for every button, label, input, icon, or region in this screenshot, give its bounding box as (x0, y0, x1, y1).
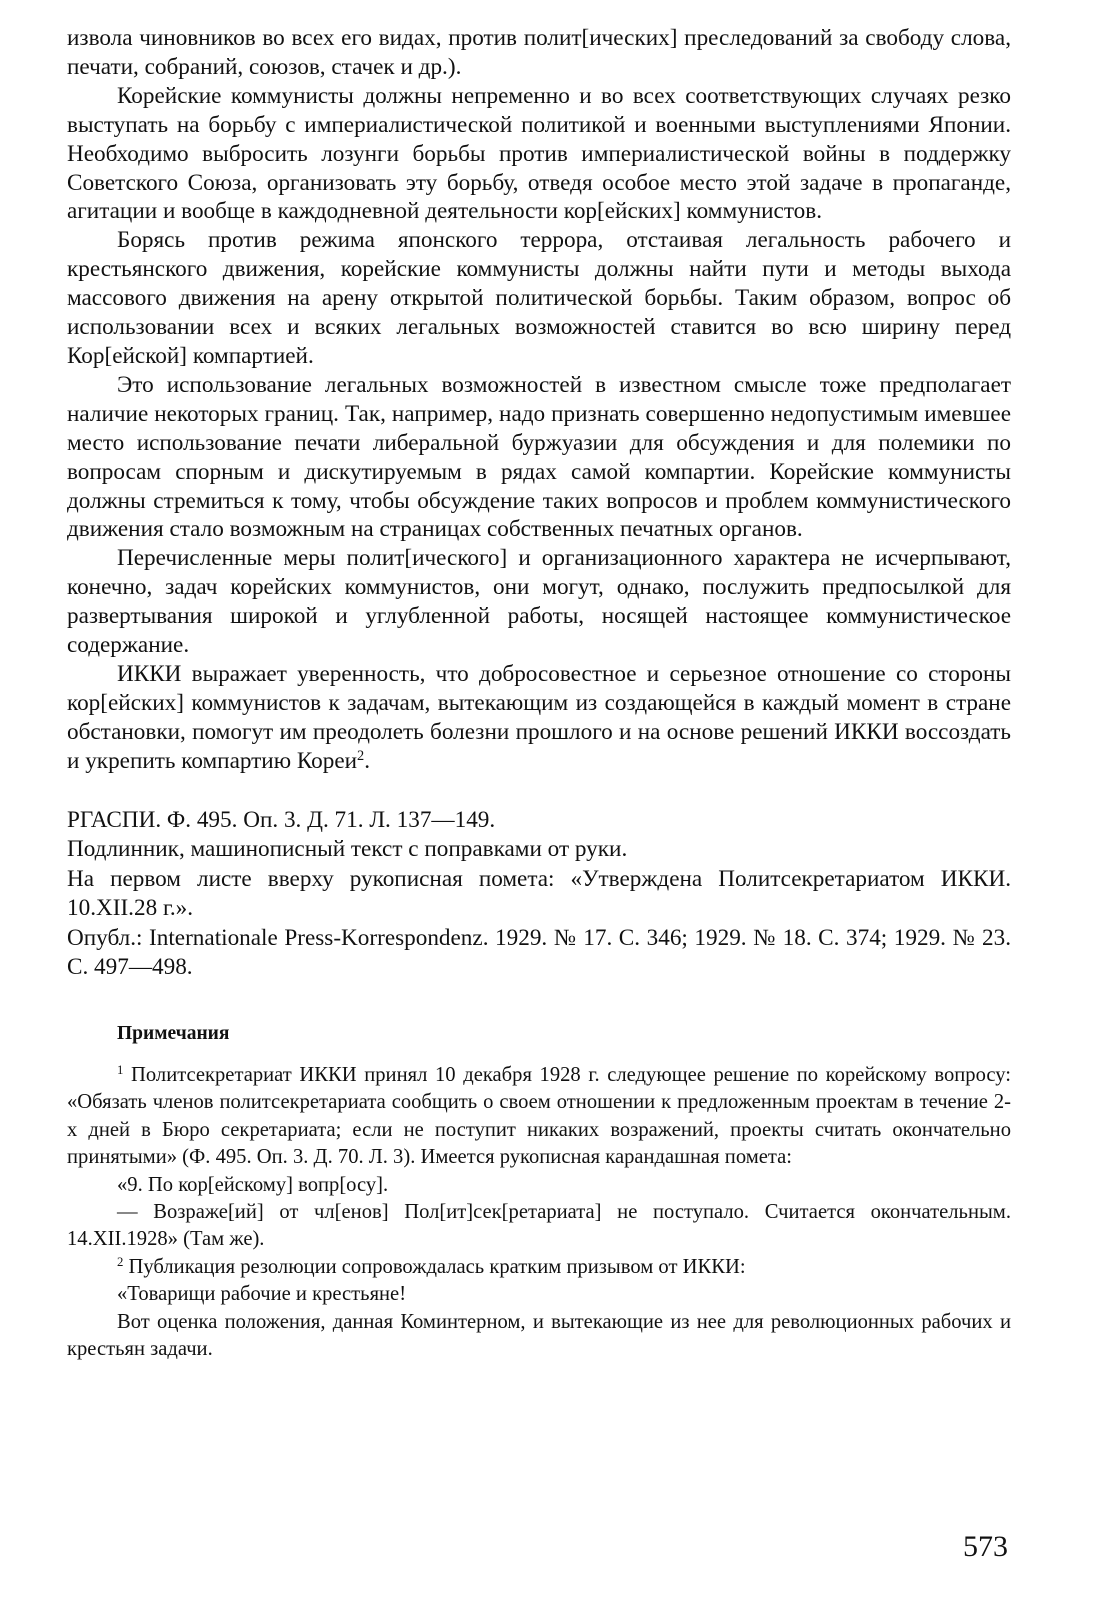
note-2-number: 2 (117, 1254, 124, 1269)
note-2 (67, 1254, 1011, 1281)
paragraph-6-tail: . (364, 747, 371, 774)
notes-heading: Примечания (117, 1023, 230, 1044)
archive-line-note: На первом листе вверху рукописная помета: «Утверждена Политсекретариатом ИККИ. 10.XII.28 г.». (67, 866, 1011, 922)
note-2-quote-a: «Товарищи рабочие и крестьяне! (117, 1283, 407, 1306)
note-1-quote-a: «9. По кор[ейскому] вопр[осу]. (117, 1173, 389, 1196)
document-page (67, 24, 1011, 1363)
paragraph-6-text: ИККИ выражает уверенность, что добросовестное и серьезное отношение со стороны кор[ейских] коммунистов к задачам, вытекающим из создающейся в каждый момент в стране обстановки, помогут им преодолеть болезни прошлого и на основе решений ИККИ воссоздать и укрепить компартию Кореи (67, 660, 1011, 774)
note-1-text: Политсекретариат ИККИ принял 10 декабря 1928 г. следующее решение по корейскому вопросу: «Обязать членов политсекретариата сообщить о своем отношении к предложенным проектам в течение 2-х дней в Бюро секретариата; если не поступит никаких возражений, проекты считать окончательно принятыми» (Ф. 495. Оп. 3. Д. 70. Л. 3). Имеется рукописная карандашная помета: (67, 1064, 1011, 1169)
paragraph-5: Перечисленные меры полит[ического] и организационного характера не исчерпывают, конечно, задач корейских коммунистов, они могут, однако, послужить предпосылкой для развертывания широкой и углубленной работы, носящей настоящее коммунистическое содержание. (67, 545, 1011, 659)
paragraph-3: Борясь против режима японского террора, отстаивая легальность рабочего и крестьянского движения, корейские коммунисты должны найти пути и методы выхода массового движения на арену открытой политической борьбы. Таким образом, вопрос об использовании всех и всяких легальных возможностей ставится во всю ширину перед Кор[ейской] компартией. (67, 227, 1011, 369)
archive-line-source: РГАСПИ. Ф. 495. Оп. 3. Д. 71. Л. 137—149. (67, 806, 496, 833)
notes-section (67, 1062, 1011, 1363)
page-number: 573 (963, 1530, 1008, 1563)
archive-line-published: Опубл.: Internationale Press-Korrespondenz. 1929. № 17. С. 346; 1929. № 18. С. 374; 1929. № 23. С. 497—498. (67, 925, 1011, 981)
note-1 (67, 1062, 1011, 1172)
note-1-number: 1 (117, 1062, 124, 1077)
paragraph-1: извола чиновников во всех его видах, против полит[ических] преследований за свободу слова, печати, собраний, союзов, стачек и др.). (67, 25, 1011, 80)
note-2-quote-b: Вот оценка положения, данная Коминтерном, и вытекающие из нее для революционных рабочих и крестьян задачи. (67, 1310, 1011, 1361)
paragraph-6 (67, 660, 1011, 776)
note-1-quote-b: — Возраже[ий] от чл[енов] Пол[ит]сек[ретариата] не поступало. Считается окончательным. 14.XII.1928» (Там же). (67, 1201, 1011, 1251)
archive-reference (67, 806, 1011, 982)
archive-line-original: Подлинник, машинописный текст с поправками от руки. (67, 836, 628, 863)
note-2-text: Публикация резолюции сопровождалась кратким призывом от ИККИ: (123, 1255, 746, 1278)
main-text (67, 24, 1011, 776)
paragraph-2: Корейские коммунисты должны непременно и во всех соответствующих случаях резко выступать на борьбу с империалистической политикой и военными выступлениями Японии. Необходимо выбросить лозунги борьбы против империалистической войны в поддержку Советского Союза, организовать эту борьбу, отведя особое место этой задаче в пропаганде, агитации и вообще в каждодневной деятельности кор[ейских] коммунистов. (67, 82, 1011, 225)
footnote-ref-2[interactable]: 2 (357, 747, 365, 764)
paragraph-4: Это использование легальных возможностей в известном смысле тоже предполагает наличие некоторых границ. Так, например, надо признать совершенно недопустимым имевшее место использование печати либеральной буржуазии для обсуждения и для полемики по вопросам спорным и дискутируемым в рядах самой компартии. Корейские коммунисты должны стремиться к тому, чтобы обсуждение таких вопросов и проблем коммунистического движения стало возможным на страницах собственных печатных органов. (67, 371, 1011, 543)
